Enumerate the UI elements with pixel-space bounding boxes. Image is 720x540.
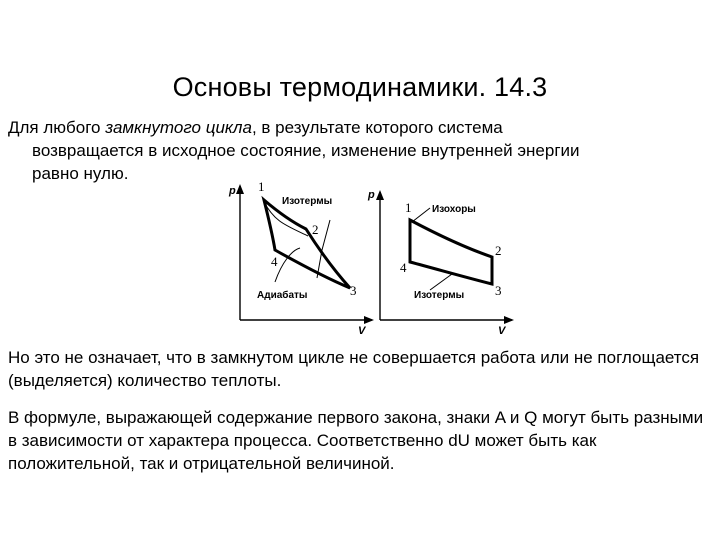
left-point-1: 1 [258, 179, 265, 194]
right-y-arrow-icon [376, 190, 384, 200]
left-point-3: 3 [350, 283, 357, 298]
left-x-arrow-icon [364, 316, 374, 324]
right-point-1: 1 [405, 200, 412, 215]
left-y-arrow-icon [236, 184, 244, 194]
paragraph-line-3: равно нулю. [32, 164, 129, 183]
left-point-4: 4 [271, 254, 278, 269]
left-point-2: 2 [312, 222, 319, 237]
paragraph-line-2: возвращается в исходное состояние, изменение внутренней энергии [32, 141, 580, 160]
left-cycle-curve [264, 200, 350, 288]
right-axis-p-label: p [368, 189, 375, 201]
paragraph-first-law: В формуле, выражающей содержание первого закона, знаки A и Q могут быть разными в зависимости от характера процесса. Соответственно dU может быть как положительной, так и отрицательной величиной. [8, 408, 704, 473]
paragraph-work-heat: Но это не означает, что в замкнутом цикле не совершается работа или не поглощается (выделяется) количество теплоты. [8, 348, 700, 390]
left-axis-p-label: p [229, 185, 236, 197]
right-point-2: 2 [495, 243, 502, 258]
right-point-4: 4 [400, 260, 407, 275]
slide-title: Основы термодинамики. 14.3 [172, 72, 548, 102]
right-isotherm-leader [430, 274, 452, 290]
right-label-isochores: Изохоры [432, 204, 476, 215]
right-point-3: 3 [495, 283, 502, 298]
right-x-arrow-icon [504, 316, 514, 324]
left-label-adiabats: Адиабаты [257, 290, 308, 301]
right-label-isotherms: Изотермы [414, 290, 465, 301]
text-fragment: , в результате которого система [251, 118, 503, 137]
left-label-isotherms: Изотермы [282, 196, 333, 207]
right-cycle-curve [410, 220, 492, 284]
emphasis-closed-cycle: замкнутого цикла [105, 118, 252, 137]
text-fragment: Для любого [8, 118, 106, 137]
right-axis-v-label: V [498, 325, 506, 337]
right-isochore-leader [412, 208, 430, 222]
left-axis-v-label: V [358, 325, 366, 337]
